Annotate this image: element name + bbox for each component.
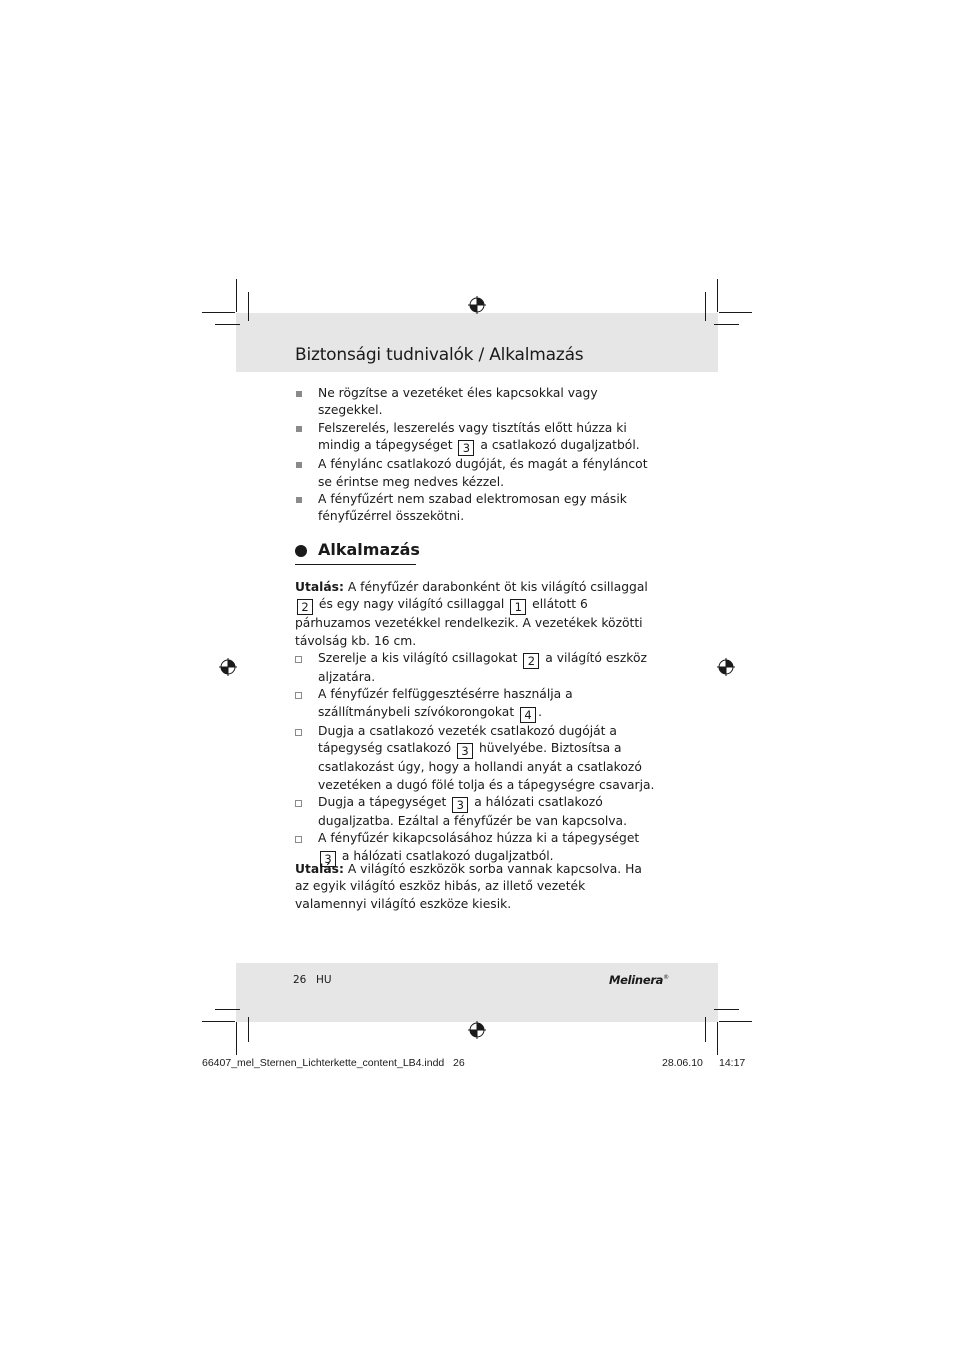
note-paragraph xyxy=(295,579,659,650)
page-title: Biztonsági tudnivalók / Alkalmazás xyxy=(295,345,584,365)
section-heading xyxy=(295,540,420,565)
part-reference-box: 1 xyxy=(510,599,526,615)
part-reference-box: 3 xyxy=(452,797,468,813)
registration-crosshair-icon xyxy=(717,658,735,676)
text-run: A fényfűzér felfüggesztésérre használja a szállítmánybeli szívókorongokat xyxy=(318,687,573,719)
list-item-text xyxy=(318,795,627,828)
hollow-square-bullet-icon xyxy=(295,836,302,843)
text-run: a hálózati csatlakozó dugaljzatba. Ezáltal a fényfűzér be van kapcsolva. xyxy=(318,795,627,829)
filled-square-bullet-icon xyxy=(296,462,302,468)
footer-band xyxy=(236,963,718,1022)
list-item xyxy=(295,723,659,794)
brand-name: Melinera xyxy=(609,973,664,987)
part-reference-box: 3 xyxy=(320,851,336,867)
text-run: A világító eszközök sorba vannak kapcsolva. Ha az egyik világító eszköz hibás, az illető vezeték valamennyi világító eszköze kiesik. xyxy=(295,862,642,911)
note-label: Utalás: xyxy=(295,580,344,594)
list-item xyxy=(295,686,659,722)
registration-crosshair-icon xyxy=(468,296,486,314)
list-item xyxy=(295,456,659,491)
text-run: Szerelje a kis világító csillagokat xyxy=(318,651,518,665)
text-run: a hálózati csatlakozó dugaljzatból. xyxy=(341,848,554,863)
registration-crosshair-icon xyxy=(468,1021,486,1039)
hollow-square-bullet-icon xyxy=(295,656,302,663)
filled-square-bullet-icon xyxy=(296,391,302,397)
filled-square-bullet-icon xyxy=(296,426,302,432)
text-run: hüvelyébe. Biztosítsa a csatlakozást úgy, hogy a hollandi anyát a csatlakozó vezetéken a dugó fölé tolja és a tápegységre csavarja. xyxy=(318,741,655,792)
list-item-text xyxy=(318,651,647,684)
hollow-square-bullet-icon xyxy=(295,692,302,699)
note-text xyxy=(295,580,648,648)
steps-list xyxy=(295,650,659,867)
hollow-square-bullet-icon xyxy=(295,729,302,736)
text-run: ellátott 6 párhuzamos vezetékkel rendelkezik. A vezetékek közötti távolság kb. 16 cm. xyxy=(295,597,643,648)
list-item-text xyxy=(318,492,627,523)
part-reference-box: 3 xyxy=(458,440,474,456)
slug-filename: 66407_mel_Sternen_Lichterkette_content_LB4.indd 26 xyxy=(202,1057,465,1069)
text-run: Ne rögzítse a vezetéket éles kapcsokkal vagy szegekkel. xyxy=(318,386,598,418)
text-run: Felszerelés, leszerelés vagy tisztítás előtt húzza ki mindig a tápegységet xyxy=(318,420,627,453)
list-item xyxy=(295,385,659,420)
list-item-text xyxy=(318,831,640,866)
text-run: a világító eszköz aljzatára. xyxy=(318,651,647,684)
slug-time: 14:17 xyxy=(719,1057,746,1069)
list-item xyxy=(295,420,659,456)
section-heading-text: Alkalmazás xyxy=(318,540,420,559)
filled-circle-icon xyxy=(295,545,307,557)
note-paragraph xyxy=(295,861,659,913)
brand-logo xyxy=(609,973,669,987)
list-item xyxy=(295,650,659,686)
note-label: Utalás: xyxy=(295,862,344,876)
safety-list xyxy=(295,385,659,526)
text-run: . xyxy=(538,704,542,719)
part-reference-box: 2 xyxy=(297,599,313,615)
list-item xyxy=(295,491,659,526)
note-text xyxy=(295,862,642,911)
list-item-text xyxy=(318,420,640,456)
text-run: Dugja a tápegységet xyxy=(318,795,447,810)
part-reference-box: 3 xyxy=(457,743,473,759)
slug-date: 28.06.10 xyxy=(662,1057,703,1069)
text-run: A fényfűzér darabonként öt kis világító csillaggal xyxy=(347,580,648,594)
hollow-square-bullet-icon xyxy=(295,800,302,807)
list-item xyxy=(295,794,659,830)
filled-square-bullet-icon xyxy=(296,497,302,503)
list-item-text xyxy=(318,457,648,488)
text-run: és egy nagy világító csillaggal xyxy=(318,597,505,612)
language-code: HU xyxy=(316,974,332,986)
list-item-text xyxy=(318,687,573,722)
text-run: Dugja a csatlakozó vezeték csatlakozó dugóját a tápegység csatlakozó xyxy=(318,723,617,756)
part-reference-box: 4 xyxy=(520,707,536,723)
text-run: A fényfűzért nem szabad elektromosan egy másik fényfűzérrel összekötni. xyxy=(318,492,627,524)
text-run: A fénylánc csatlakozó dugóját, és magát a fényláncot se érintse meg nedves kézzel. xyxy=(318,457,648,489)
text-run: a csatlakozó dugaljzatból. xyxy=(480,438,640,453)
part-reference-box: 2 xyxy=(523,653,539,669)
page-number: 26 xyxy=(293,974,307,986)
list-item-text xyxy=(318,386,598,417)
list-item-text xyxy=(318,724,654,792)
brand-registered-mark: ® xyxy=(663,974,669,982)
registration-crosshair-icon xyxy=(219,658,237,676)
text-run: A fényfűzér kikapcsolásához húzza ki a tápegységet xyxy=(318,831,640,846)
